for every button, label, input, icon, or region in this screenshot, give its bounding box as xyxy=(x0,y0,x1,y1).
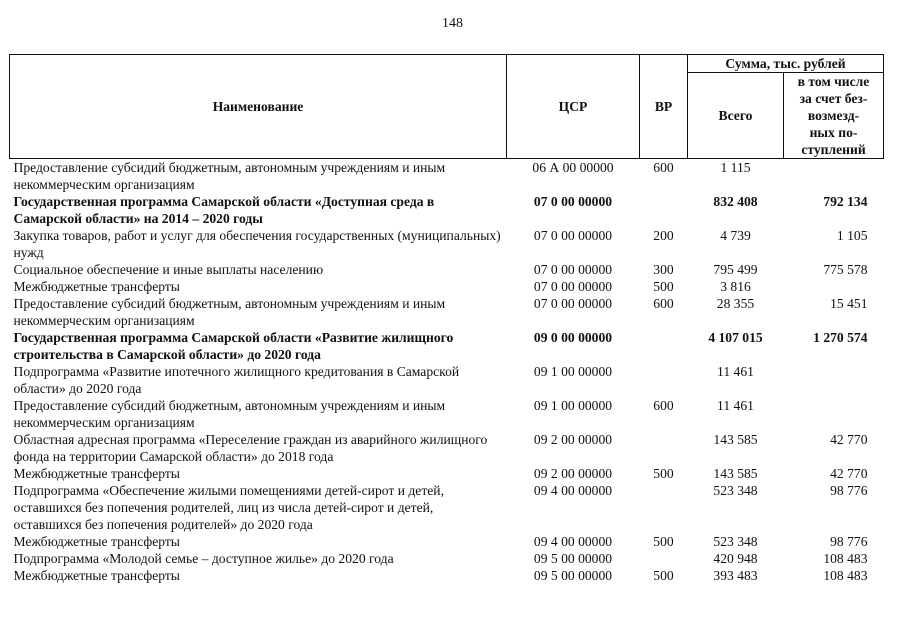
row-gratis: 792 134 xyxy=(823,194,868,209)
row-csr: 09 2 00 00000 xyxy=(533,432,613,447)
table-row xyxy=(10,261,884,278)
row-csr: 07 0 00 00000 xyxy=(533,296,613,311)
row-total: 832 408 xyxy=(713,194,758,209)
row-gratis: 108 483 xyxy=(823,551,868,566)
row-total: 393 483 xyxy=(713,568,758,583)
table-row xyxy=(10,550,884,567)
row-vr: 500 xyxy=(653,279,674,294)
row-csr: 09 5 00 00000 xyxy=(533,568,613,583)
row-total: 28 355 xyxy=(716,296,755,311)
table-header xyxy=(10,55,884,159)
header-vr: ВР xyxy=(640,55,688,159)
row-csr: 09 1 00 00000 xyxy=(533,398,613,413)
header-name: Наименование xyxy=(10,55,507,159)
row-gratis: 15 451 xyxy=(830,296,868,311)
row-name: Предоставление субсидий бюджетным, автономным учреждениям и иным некоммерческим организациям xyxy=(13,296,446,328)
header-total: Всего xyxy=(688,73,784,159)
table-row xyxy=(10,227,884,261)
row-csr: 09 4 00 00000 xyxy=(533,534,613,549)
row-name: Межбюджетные трансферты xyxy=(13,568,180,583)
row-name: Подпрограмма «Развитие ипотечного жилищного кредитования в Самарской области» до 2020 года xyxy=(13,364,460,396)
row-gratis xyxy=(784,159,884,194)
table-row xyxy=(10,465,884,482)
row-csr: 07 0 00 00000 xyxy=(533,262,613,277)
row-name: Предоставление субсидий бюджетным, автономным учреждениям и иным некоммерческим организациям xyxy=(13,160,446,192)
row-name: Государственная программа Самарской области «Развитие жилищного строительства в Самарской области» до 2020 года xyxy=(13,330,454,362)
row-name: Областная адресная программа «Переселение граждан из аварийного жилищного фонда на территории Самарской области» до 2018 года xyxy=(13,432,488,464)
table-row xyxy=(10,431,884,465)
row-vr: 300 xyxy=(653,262,674,277)
row-vr: 600 xyxy=(653,160,674,175)
row-vr xyxy=(640,193,688,227)
row-gratis: 775 578 xyxy=(823,262,868,277)
row-total: 4 739 xyxy=(720,228,751,243)
row-gratis: 98 776 xyxy=(830,534,868,549)
row-name: Подпрограмма «Молодой семье – доступное жилье» до 2020 года xyxy=(13,551,394,566)
table-body xyxy=(10,159,884,585)
row-csr: 09 4 00 00000 xyxy=(533,483,613,498)
row-name: Межбюджетные трансферты xyxy=(13,534,180,549)
row-total: 523 348 xyxy=(713,534,758,549)
row-gratis: 42 770 xyxy=(830,466,868,481)
row-vr: 500 xyxy=(653,534,674,549)
row-gratis: 42 770 xyxy=(830,432,868,447)
row-total: 11 461 xyxy=(717,364,754,379)
row-gratis: 98 776 xyxy=(830,483,868,498)
table-row xyxy=(10,533,884,550)
row-vr: 600 xyxy=(653,398,674,413)
header-gratis xyxy=(784,73,884,159)
budget-table xyxy=(9,54,884,584)
table-row xyxy=(10,159,884,194)
row-name: Государственная программа Самарской области «Доступная среда в Самарской области» на 2014 – 2020 годы xyxy=(13,194,435,226)
table-row xyxy=(10,567,884,584)
header-gratis-line: ных по- xyxy=(809,125,858,140)
row-vr xyxy=(640,329,688,363)
row-csr: 07 0 00 00000 xyxy=(533,194,613,209)
row-name: Межбюджетные трансферты xyxy=(13,466,180,481)
row-csr: 09 5 00 00000 xyxy=(533,551,613,566)
row-gratis xyxy=(784,278,884,295)
row-total: 3 816 xyxy=(720,279,751,294)
row-total: 11 461 xyxy=(717,398,754,413)
row-vr: 600 xyxy=(653,296,674,311)
row-vr: 200 xyxy=(653,228,674,243)
row-total: 795 499 xyxy=(713,262,758,277)
row-csr: 09 0 00 00000 xyxy=(533,330,613,345)
row-gratis: 108 483 xyxy=(823,568,868,583)
row-vr xyxy=(640,482,688,533)
row-csr: 07 0 00 00000 xyxy=(533,228,613,243)
table-row xyxy=(10,363,884,397)
header-gratis-line: в том числе xyxy=(797,74,870,89)
table-row xyxy=(10,193,884,227)
row-total: 143 585 xyxy=(713,432,758,447)
header-sum-group: Сумма, тыс. рублей xyxy=(688,55,884,73)
row-total: 523 348 xyxy=(713,483,758,498)
row-vr: 500 xyxy=(653,466,674,481)
row-total: 143 585 xyxy=(713,466,758,481)
header-gratis-line: за счет без- xyxy=(799,91,868,106)
row-name: Межбюджетные трансферты xyxy=(13,279,180,294)
row-csr: 07 0 00 00000 xyxy=(533,279,613,294)
table-row xyxy=(10,329,884,363)
header-csr: ЦСР xyxy=(507,55,640,159)
row-vr xyxy=(640,363,688,397)
row-total: 4 107 015 xyxy=(708,330,763,345)
row-vr xyxy=(640,431,688,465)
row-gratis: 1 105 xyxy=(836,228,868,243)
row-name: Социальное обеспечение и иные выплаты населению xyxy=(13,262,324,277)
row-vr xyxy=(640,550,688,567)
table-row xyxy=(10,397,884,431)
row-name: Закупка товаров, работ и услуг для обеспечения государственных (муниципальных) нужд xyxy=(13,228,501,260)
row-csr: 09 2 00 00000 xyxy=(533,466,613,481)
page-number: 148 xyxy=(442,16,463,31)
row-gratis: 1 270 574 xyxy=(813,330,868,345)
table-row xyxy=(10,295,884,329)
row-gratis xyxy=(784,363,884,397)
table-row xyxy=(10,278,884,295)
row-name: Подпрограмма «Обеспечение жилыми помещениями детей-сирот и детей, оставшихся без попечения родителей, лиц из числа детей-сирот и детей, оставшихся без попечения родителей» до 2020 года xyxy=(13,483,444,532)
row-name: Предоставление субсидий бюджетным, автономным учреждениям и иным некоммерческим организациям xyxy=(13,398,446,430)
row-vr: 500 xyxy=(653,568,674,583)
row-total: 420 948 xyxy=(713,551,758,566)
header-gratis-line: ступлений xyxy=(801,142,866,157)
table-row xyxy=(10,482,884,533)
row-csr: 09 1 00 00000 xyxy=(533,364,613,379)
row-gratis xyxy=(784,397,884,431)
header-gratis-line: возмезд- xyxy=(807,108,860,123)
row-csr: 06 А 00 00000 xyxy=(532,160,614,175)
row-total: 1 115 xyxy=(720,160,751,175)
